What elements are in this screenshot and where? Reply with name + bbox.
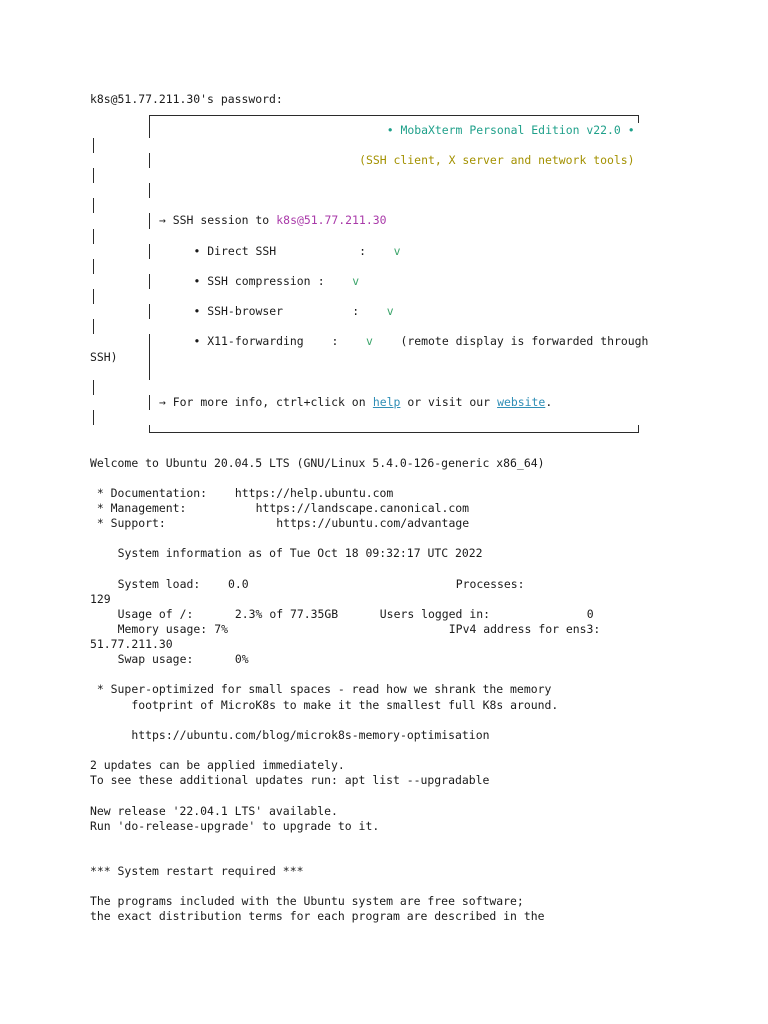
option-separator: :	[317, 273, 325, 288]
management-label: * Management:	[96, 500, 187, 515]
banner-box-left-border	[149, 304, 150, 319]
banner-box-top-border	[149, 115, 639, 123]
sysinfo-header: System information as of Tue Oct 18 09:32:17 UTC 2022	[117, 546, 483, 561]
support-url: https://ubuntu.com/advantage	[276, 516, 470, 531]
banner-box-left-border	[149, 334, 150, 349]
info-text: → For more info, ctrl+click on	[159, 394, 366, 409]
users-logged-in-label: Users logged in:	[379, 606, 490, 621]
option-direct-ssh-value: v	[393, 243, 401, 258]
banner-subtitle: (SSH client, X server and network tools)	[359, 152, 635, 167]
option-x11-forwarding-note: (remote display is forwarded through	[400, 334, 649, 349]
option-direct-ssh-label: • Direct SSH	[193, 243, 277, 258]
system-load-value: 0.0	[228, 576, 249, 591]
processes-label: Processes:	[455, 576, 525, 591]
website-link[interactable]: website	[497, 394, 546, 409]
license-line2: the exact distribution terms for each program are described in the	[90, 909, 545, 924]
microk8s-url: https://ubuntu.com/blog/microk8s-memory-optimisation	[131, 727, 490, 742]
microk8s-notice-line1: * Super-optimized for small spaces - read how we shrank the memory	[96, 682, 552, 697]
release-line1: New release '22.04.1 LTS' available.	[90, 803, 338, 818]
info-text-middle: or visit our	[407, 394, 491, 409]
banner-box-right-border-wrapped	[93, 319, 94, 334]
restart-notice: *** System restart required ***	[90, 864, 304, 879]
banner-box-left-border	[149, 183, 150, 198]
banner-box-right-border-wrapped	[149, 350, 150, 365]
processes-value: 129	[90, 591, 111, 606]
release-line2: Run 'do-release-upgrade' to upgrade to it.	[90, 818, 380, 833]
disk-usage-value: 2.3% of 77.35GB	[234, 606, 339, 621]
welcome-line: Welcome to Ubuntu 20.04.5 LTS (GNU/Linux 5.4.0-126-generic x86_64)	[90, 455, 545, 470]
disk-usage-label: Usage of /:	[117, 606, 194, 621]
banner-box-left-border	[149, 395, 150, 410]
ipv4-address-value: 51.77.211.30	[90, 637, 173, 652]
banner-box-right-border-wrapped	[93, 259, 94, 274]
updates-line2: To see these additional updates run: apt list --upgradable	[90, 773, 490, 788]
info-text-suffix: .	[545, 394, 553, 409]
swap-usage-value: 0%	[234, 652, 249, 667]
users-logged-in-value: 0	[586, 606, 594, 621]
password-prompt: k8s@51.77.211.30's password:	[90, 92, 283, 107]
option-ssh-compression-label: • SSH compression	[193, 273, 311, 288]
banner-box-left-border	[149, 213, 150, 228]
banner-box-left-border	[149, 365, 150, 380]
banner-box-bottom-border	[149, 425, 639, 433]
ipv4-address-label: IPv4 address for ens3:	[448, 621, 601, 636]
banner-box-right-border-wrapped	[93, 138, 94, 153]
terminal-output	[90, 92, 760, 992]
banner-box-left-border	[149, 274, 150, 289]
updates-line1: 2 updates can be applied immediately.	[90, 758, 345, 773]
banner-box-left-border	[149, 153, 150, 168]
option-x11-forwarding-note-wrapped: SSH)	[90, 349, 118, 364]
banner-box-right-border-wrapped	[93, 229, 94, 244]
option-x11-forwarding-value: v	[366, 334, 373, 349]
option-ssh-compression-value: v	[352, 273, 360, 288]
swap-usage-label: Swap usage:	[117, 652, 194, 667]
banner-box-right-border-wrapped	[93, 410, 94, 425]
documentation-label: * Documentation:	[96, 485, 208, 500]
banner-box-left-border	[149, 244, 150, 259]
option-ssh-browser-label: • SSH-browser	[193, 304, 284, 319]
ssh-session-host: k8s@51.77.211.30	[276, 213, 387, 228]
option-separator: :	[352, 304, 360, 319]
banner-box-right-border-wrapped	[93, 380, 94, 395]
documentation-url: https://help.ubuntu.com	[234, 485, 394, 500]
banner-box-right-border-wrapped	[93, 289, 94, 304]
memory-usage-value: 7%	[214, 621, 228, 636]
support-label: * Support:	[96, 516, 166, 531]
option-separator: :	[331, 334, 339, 349]
ssh-session-label: → SSH session to	[159, 213, 270, 228]
option-x11-forwarding-label: • X11-forwarding	[193, 334, 304, 349]
help-link[interactable]: help	[372, 394, 401, 409]
system-load-label: System load:	[117, 576, 201, 591]
banner-box-left-border	[149, 123, 150, 138]
banner-box-right-border-wrapped	[93, 168, 94, 183]
option-separator: :	[359, 243, 366, 258]
banner-title: • MobaXterm Personal Edition v22.0 •	[386, 122, 635, 137]
memory-usage-label: Memory usage:	[117, 621, 208, 636]
option-ssh-browser-value: v	[386, 304, 394, 319]
management-url: https://landscape.canonical.com	[255, 500, 470, 515]
banner-box-right-border-wrapped	[93, 198, 94, 213]
microk8s-notice-line2: footprint of MicroK8s to make it the smallest full K8s around.	[131, 697, 559, 712]
license-line1: The programs included with the Ubuntu system are free software;	[90, 894, 524, 909]
